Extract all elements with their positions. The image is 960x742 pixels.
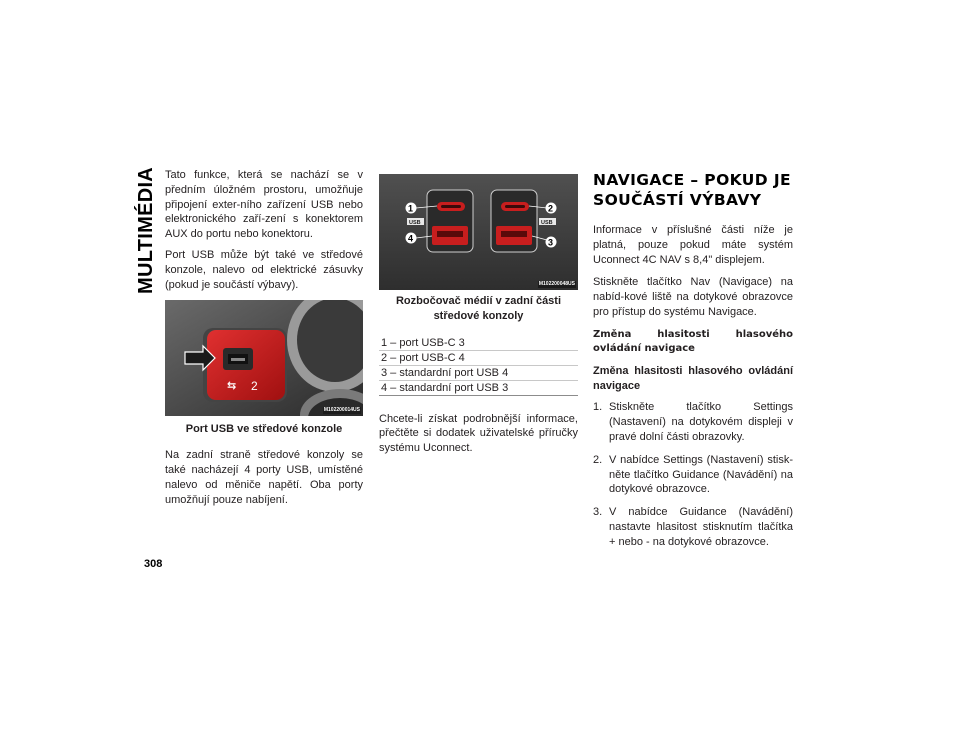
list-item (593, 453, 793, 497)
list-item-text: V nabídce Guidance (Navádění) nastavte hlasitost stisknutím tlačítka + nebo - na dotykové obrazovce. (609, 506, 793, 548)
list-item-number: 2. (593, 453, 603, 466)
bold-heading: Změna hlasitosti hlasového ovládání navigace (593, 364, 793, 392)
figure-code: M102200014US (323, 407, 360, 414)
paragraph: Informace v příslušné části níže je platná, pouze pokud máte systém Uconnect 4C NAV s 8,4" displejem. (593, 224, 793, 266)
column-right (593, 170, 793, 558)
page-number: 308 (144, 558, 163, 570)
list-item-text: Stiskněte tlačítko Settings (Nastavení) na dotykovém displeji v pravé dolní části obrazovky. (609, 401, 793, 443)
legend-row: 3 – standardní port USB 4 (379, 365, 578, 380)
list-item-text: V nabídce Settings (Nastavení) stisk-něte tlačítko Guidance (Navádění) na dotykové obrazovce. (609, 453, 793, 496)
paragraph: Na zadní straně středové konzoly se také nacházejí 4 porty USB, umístěné nalevo od měniče napětí. Oba porty umožňují pouze nabíjení. (165, 449, 363, 506)
column-middle (379, 174, 578, 456)
callout-3: 3 (548, 237, 554, 248)
svg-text:⇆: ⇆ (227, 379, 237, 393)
usb-tag: USB (541, 220, 553, 226)
paragraph: Tato funkce, která se nachází se v předním úložném prostoru, umožňuje připojení exter-ního zařízení USB nebo elektronického zaří-zení s konektorem AUX do portu nebo konektoru. (165, 169, 363, 241)
list-item (593, 400, 793, 444)
subsection-heading: Změna hlasitosti hlasového ovládání navigace (593, 328, 793, 354)
figure-caption: Rozbočovač médií v zadní části středové konzoly (395, 295, 562, 322)
figure-usb-console (165, 300, 363, 416)
list-item-number: 1. (593, 401, 603, 414)
paragraph: Chcete-li získat podrobnější informace, přečtěte si dodatek uživatelské příručky systému Uconnect. (379, 412, 578, 455)
figure-digit: 2 (251, 379, 258, 394)
media-hub-illustration (379, 174, 578, 290)
section-side-label (134, 162, 158, 294)
legend-table (379, 336, 578, 396)
usb-console-illustration (165, 300, 363, 416)
figure-code: M102200048US (538, 281, 575, 287)
figure-caption: Port USB ve středové konzole (185, 423, 343, 436)
usb-tag: USB (409, 220, 421, 226)
list-item (593, 505, 793, 549)
paragraph: Port USB může být také ve středové konzole, nalevo od elektrické zásuvky (pokud je součástí výbavy). (165, 248, 363, 291)
callout-2: 2 (548, 203, 554, 214)
legend-row: 4 – standardní port USB 3 (379, 380, 578, 395)
callout-1: 1 (408, 203, 414, 214)
legend-row: 2 – port USB-C 4 (379, 350, 578, 365)
callout-4: 4 (408, 233, 414, 244)
legend-row: 1 – port USB-C 3 (381, 336, 465, 349)
figure-media-hub (379, 174, 578, 290)
paragraph: Stiskněte tlačítko Nav (Navigace) na nabíd-kové liště na dotykové obrazovce pro přístup do systému Navigace. (593, 276, 793, 318)
column-left (165, 168, 363, 507)
section-title: NAVIGACE – POKUD JE SOUČÁSTÍ VÝBAVY (593, 171, 791, 209)
list-item-number: 3. (593, 506, 603, 519)
steps-list (593, 400, 793, 549)
section-side-label-text: MULTIMÉDIA (135, 166, 157, 294)
